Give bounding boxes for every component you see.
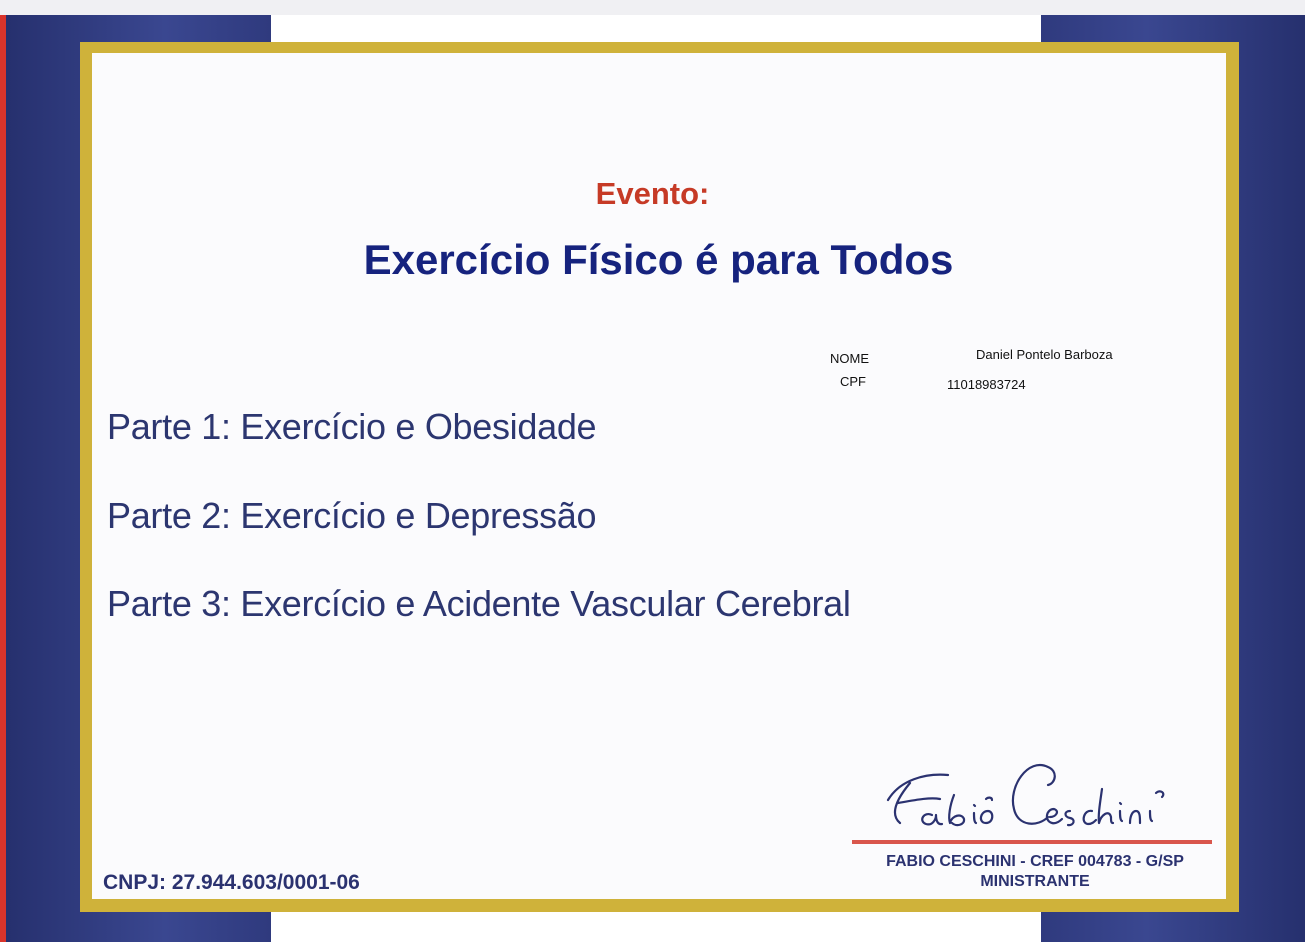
part-2: Parte 2: Exercício e Depressão — [107, 495, 597, 536]
event-title: Exercício Físico é para Todos — [363, 236, 954, 283]
cnpj: CNPJ: 27.944.603/0001-06 — [103, 871, 360, 894]
minister-name: FABIO CESCHINI - CREF 004783 - G/SP — [886, 853, 1184, 870]
cpf-value: 11018983724 — [947, 377, 1026, 392]
nome-value: Daniel Pontelo Barboza — [976, 347, 1113, 362]
signature — [870, 745, 1190, 835]
signature-line — [852, 840, 1212, 844]
part-1: Parte 1: Exercício e Obesidade — [107, 406, 597, 447]
top-strip — [0, 0, 1305, 15]
part-3: Parte 3: Exercício e Acidente Vascular Cerebral — [107, 583, 851, 624]
minister-role: MINISTRANTE — [980, 873, 1090, 890]
cpf-label: CPF — [840, 374, 866, 389]
nome-label: NOME — [830, 351, 869, 366]
event-label: Evento: — [595, 176, 710, 211]
